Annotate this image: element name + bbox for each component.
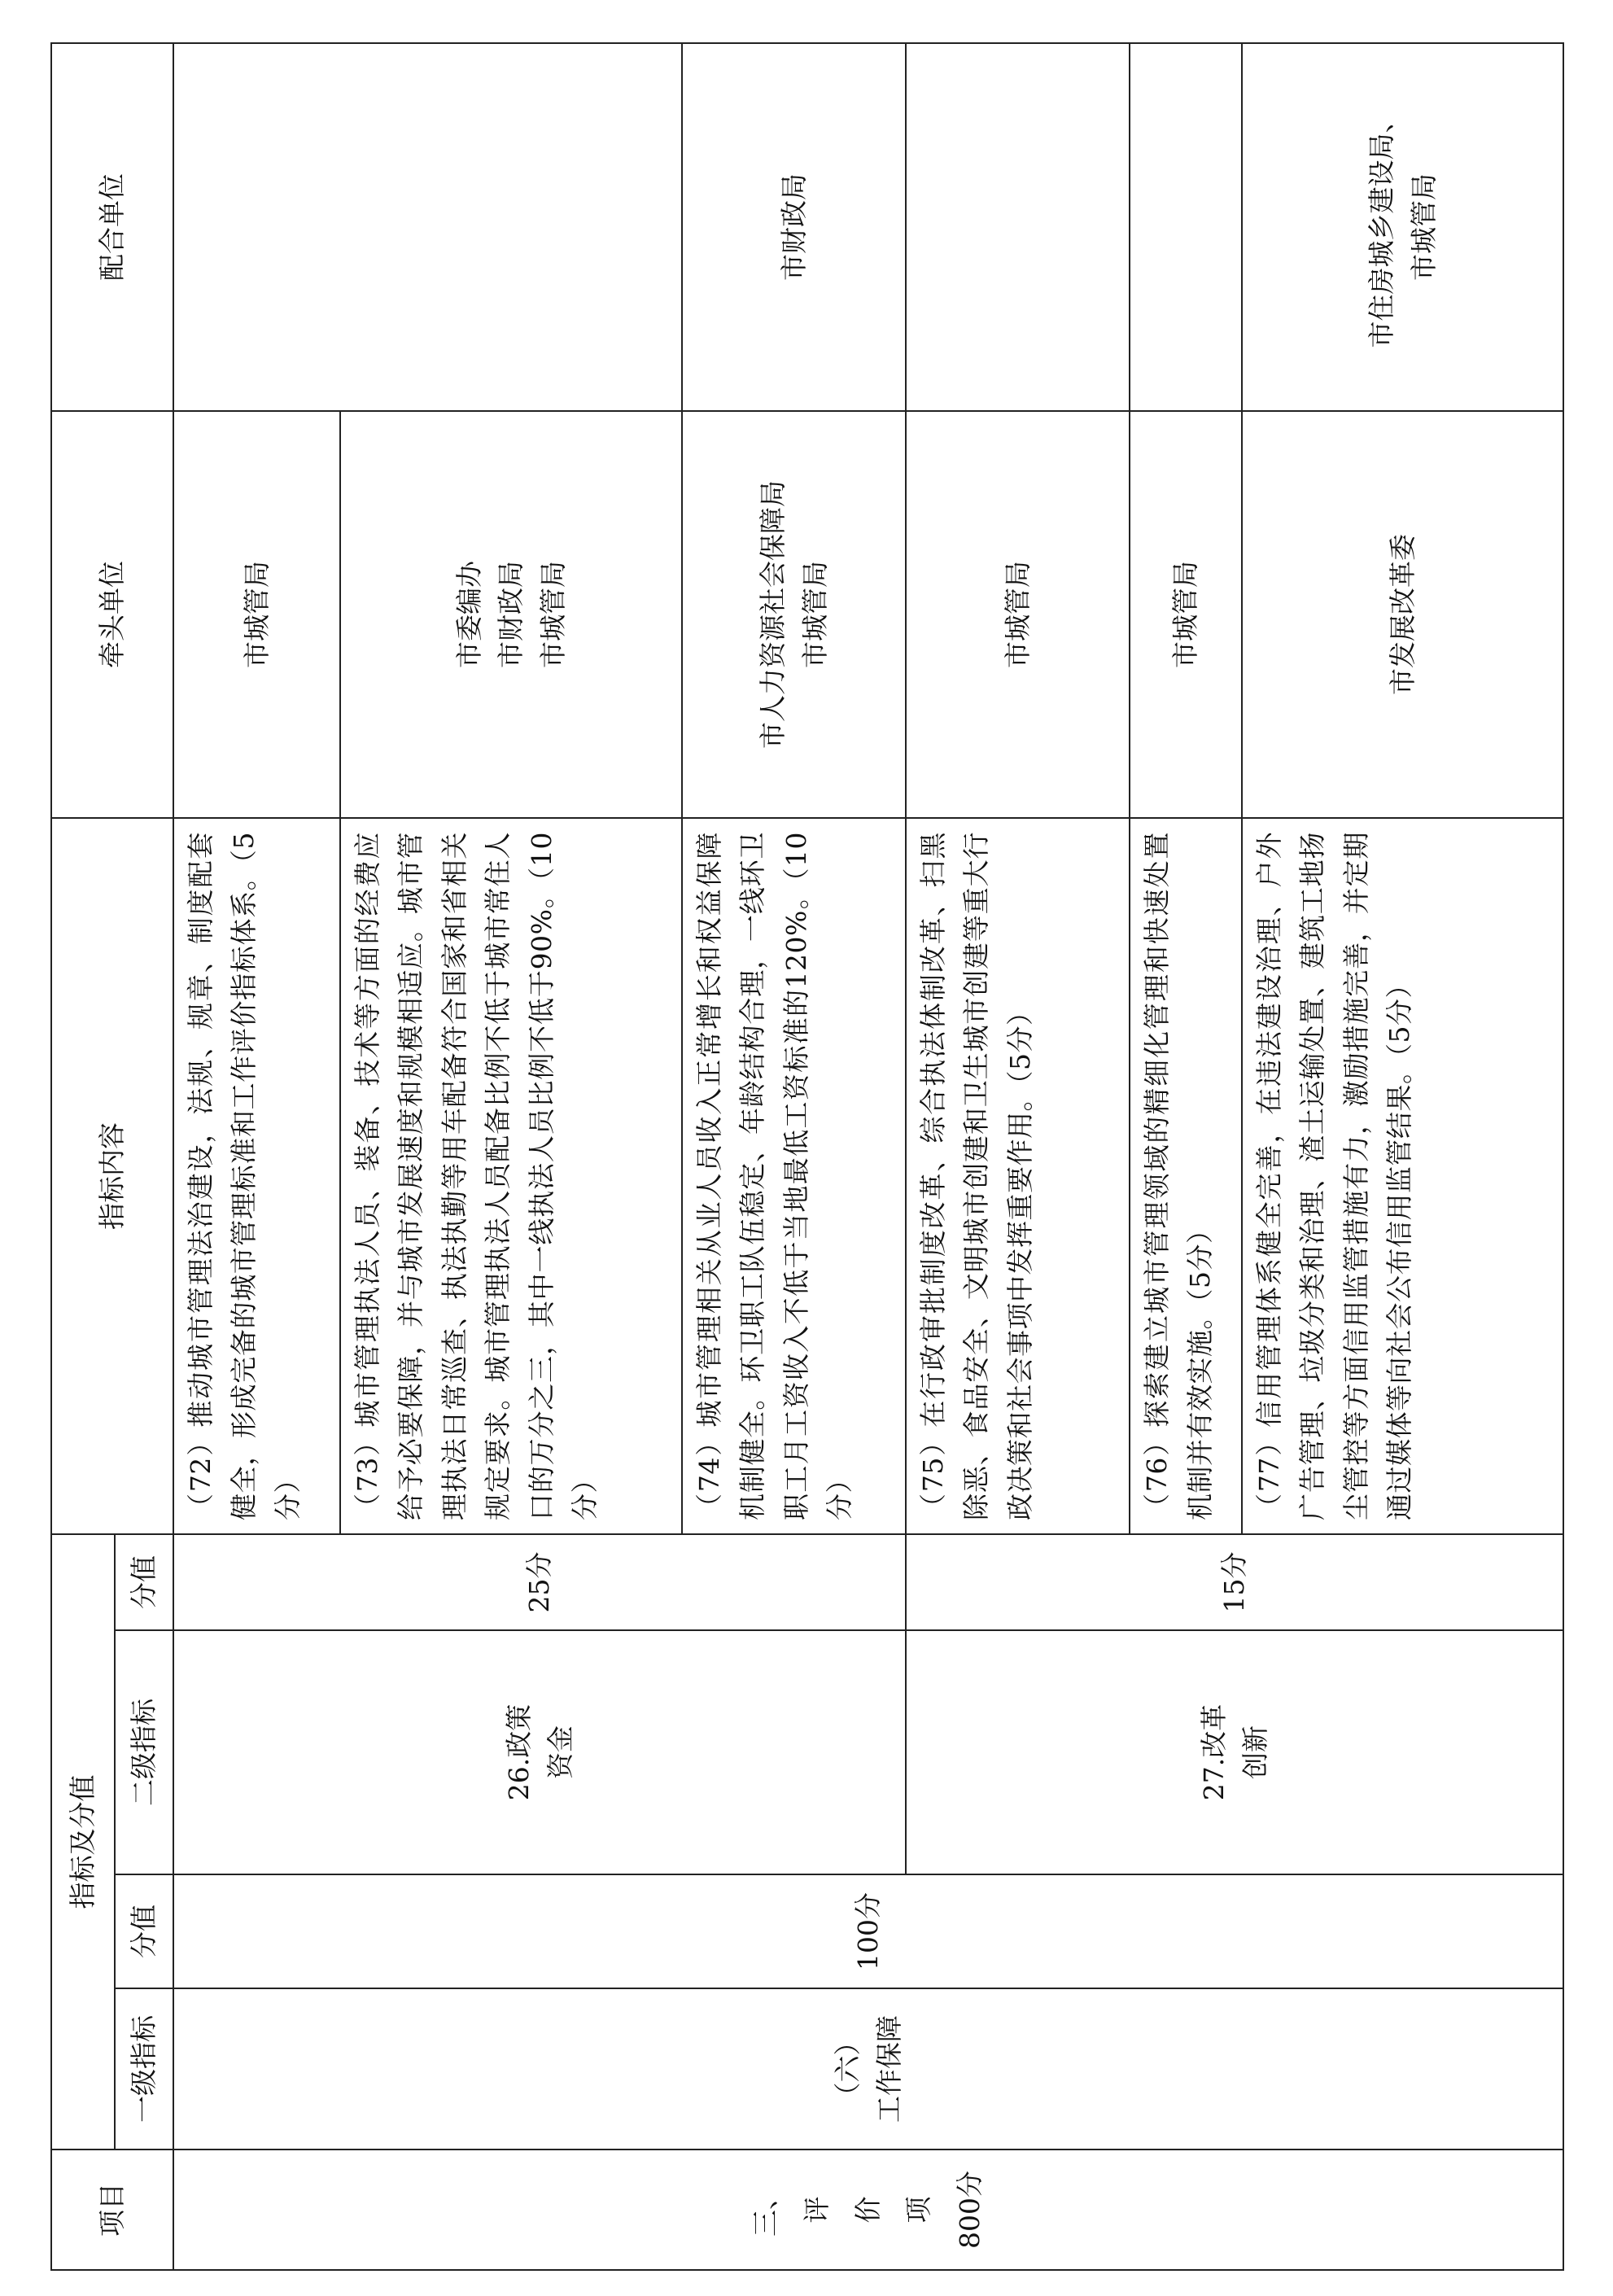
content-77: （77）信用管理体系健全完善，在违法建设治理、户外广告管理、垃圾分类和治理、渣土运输处置、建筑工地扬尘管控等方面信用监管措施有力，激励措施完善，并定期通过媒体等向社会公布信用监管结果。（5分） — [1242, 818, 1563, 1534]
header-level1: 一级指标 — [115, 1988, 173, 2149]
level2-score-policy: 25分 — [173, 1534, 906, 1630]
level2-cell-reform: 27.改革 创新 — [906, 1630, 1563, 1874]
header-level2: 二级指标 — [115, 1630, 173, 1874]
header-score: 分值 — [115, 1874, 173, 1988]
header-content: 指标内容 — [51, 818, 173, 1534]
level2-score-reform: 15分 — [906, 1534, 1563, 1630]
level2-cell-policy: 26.政策 资金 — [173, 1630, 906, 1874]
lead-73: 市委编办 市财政局 市城管局 — [340, 411, 682, 818]
content-74: （74）城市管理相关从业人员收入正常增长和权益保障机制健全。环卫职工队伍稳定、年龄结构合理，一线环卫职工月工资收入不低于当地最低工资标准的120%。（10分） — [682, 818, 906, 1534]
project-cell: 三、 评 价 项 800分 — [173, 2149, 1563, 2270]
content-75: （75）在行政审批制度改革、综合执法体制改革、扫黑除恶、食品安全、文明城市创建和卫生城市创建等重大行政决策和社会事项中发挥重要作用。（5分） — [906, 818, 1130, 1534]
level1-score: 100分 — [173, 1874, 1563, 1988]
lead-77: 市发展改革委 — [1242, 411, 1563, 818]
header-coop: 配合单位 — [51, 43, 173, 411]
header-project: 项目 — [51, 2149, 173, 2270]
header-score2: 分值 — [115, 1534, 173, 1630]
lead-72: 市城管局 — [173, 411, 340, 818]
coop-75 — [906, 43, 1130, 411]
evaluation-table — [50, 42, 1564, 2271]
header-lead: 牵头单位 — [51, 411, 173, 818]
coop-76 — [1130, 43, 1242, 411]
header-indicator-group: 指标及分值 — [51, 1534, 115, 2149]
level1-cell: （六） 工作保障 — [173, 1988, 1563, 2149]
rotated-page — [50, 44, 1563, 2271]
coop-77: 市住房城乡建设局、 市城管局 — [1242, 43, 1563, 411]
coop-72-73 — [173, 43, 682, 411]
lead-75: 市城管局 — [906, 411, 1130, 818]
lead-76: 市城管局 — [1130, 411, 1242, 818]
content-72: （72）推动城市管理法治建设，法规、规章、制度配套健全，形成完备的城市管理标准和工作评价指标体系。（5分） — [173, 818, 340, 1534]
coop-74: 市财政局 — [682, 43, 906, 411]
lead-74: 市人力资源社会保障局 市城管局 — [682, 411, 906, 818]
content-73: （73）城市管理执法人员、装备、技术等方面的经费应给予必要保障，并与城市发展速度和规模相适应。城市管理执法日常巡查、执法执勤等用车配备符合国家和省相关规定要求。城市管理执法人员配备比例不低于城市常住人口的万分之三，其中一线执法人员比例不低于90%。（10分） — [340, 818, 682, 1534]
content-76: （76）探索建立城市管理领域的精细化管理和快速处置机制并有效实施。（5分） — [1130, 818, 1242, 1534]
